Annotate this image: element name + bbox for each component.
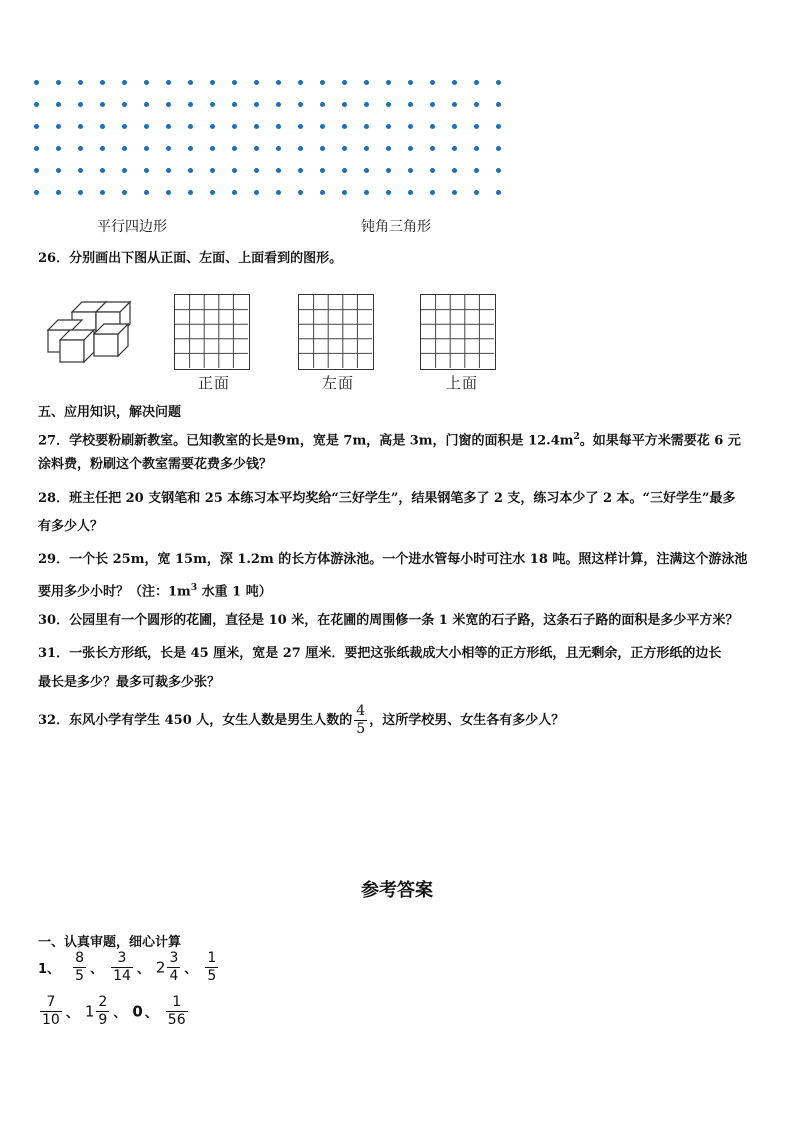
grid-dot <box>364 80 369 85</box>
grid-dot <box>430 80 435 85</box>
grid-dot <box>320 168 325 173</box>
grid-dot <box>122 80 127 85</box>
grid-dot <box>276 102 281 107</box>
grid-dot <box>320 80 325 85</box>
grid-dot <box>320 124 325 129</box>
grid-dot <box>276 190 281 195</box>
grid-dot <box>298 146 303 151</box>
grid-dot <box>78 102 83 107</box>
grid-dot <box>452 168 457 173</box>
grid-dot <box>166 102 171 107</box>
grid-dot <box>166 146 171 151</box>
fraction: $\frac{4}{5}$ <box>356 703 366 737</box>
grid-dot <box>122 146 127 151</box>
answer-fraction <box>96 994 109 1029</box>
grid-dot <box>386 102 391 107</box>
denominator: 56 <box>167 1012 186 1028</box>
grid-dot <box>342 80 347 85</box>
grid-dot <box>78 146 83 151</box>
grid-dot <box>232 146 237 151</box>
grid-dot <box>408 168 413 173</box>
grid-dot <box>144 190 149 195</box>
grid-dot <box>408 124 413 129</box>
grid-dot <box>166 80 171 85</box>
grid-dot <box>386 146 391 151</box>
grid-dot <box>34 168 39 173</box>
grid-dot <box>34 80 39 85</box>
grid-dot <box>364 146 369 151</box>
separator: 、 <box>113 1006 127 1021</box>
grid-dot <box>276 124 281 129</box>
grid-dot <box>298 102 303 107</box>
grid-dot <box>144 124 149 129</box>
grid-dot <box>232 124 237 129</box>
answer-fraction <box>166 994 188 1029</box>
grid-dot <box>78 124 83 129</box>
grid-dot <box>496 146 501 151</box>
grid-dot <box>122 102 127 107</box>
grid-dot <box>122 124 127 129</box>
grid-dot <box>298 124 303 129</box>
question-32: 32．东风小学有学生 450 人，女生人数是男生人数的 $\frac{4}{5}$ ，这所学校男、女生各有多少人？ <box>38 703 565 737</box>
answer-1-label: 1、 <box>38 962 61 977</box>
grid-dot <box>342 146 347 151</box>
grid-dot <box>188 168 193 173</box>
grid-dot <box>254 124 259 129</box>
grid-dot <box>430 168 435 173</box>
dot-grid <box>34 80 514 205</box>
grid-dot <box>474 168 479 173</box>
numerator: 8 <box>75 950 85 966</box>
grid-dot <box>56 146 61 151</box>
grid-dot <box>56 168 61 173</box>
grid-dot <box>78 190 83 195</box>
grid-dot <box>210 102 215 107</box>
grid-dot <box>34 124 39 129</box>
grid-dot <box>496 124 501 129</box>
grid-dot <box>144 102 149 107</box>
grid-dot <box>144 146 149 151</box>
grid-dot <box>474 124 479 129</box>
grid-dot <box>386 190 391 195</box>
grid-dot <box>408 190 413 195</box>
grid-dot <box>210 124 215 129</box>
grid-dot <box>342 168 347 173</box>
answer-fraction <box>205 950 218 985</box>
top-view-grid <box>420 294 496 370</box>
denominator: 5 <box>75 968 85 984</box>
cube-stack-figure <box>42 290 152 370</box>
grid-dot <box>254 168 259 173</box>
grid-dot <box>166 190 171 195</box>
grid-dot <box>298 168 303 173</box>
numerator: 2 <box>98 994 108 1010</box>
answer-1-row1 <box>38 950 220 985</box>
question-31-line1: 31．一张长方形纸，长是 45 厘米，宽是 27 厘米．要把这张纸裁成大小相等的正方形纸，且无剩余，正方形纸的边长 <box>38 646 722 661</box>
grid-dot <box>210 168 215 173</box>
numerator: 1 <box>207 950 217 966</box>
mixed-whole-part: 2 <box>155 958 166 977</box>
grid-dot <box>364 168 369 173</box>
grid-dot <box>188 80 193 85</box>
grid-dot <box>430 146 435 151</box>
grid-dot <box>386 80 391 85</box>
grid-dot <box>144 168 149 173</box>
numerator: 3 <box>117 950 127 966</box>
answer-value: 0 <box>132 1002 143 1021</box>
grid-dot <box>430 190 435 195</box>
question-31-line2: 最长是多少？最多可裁多少张？ <box>38 675 221 690</box>
grid-dot <box>474 80 479 85</box>
grid-dot <box>496 190 501 195</box>
grid-dot <box>386 168 391 173</box>
grid-dot <box>210 146 215 151</box>
grid-dot <box>188 102 193 107</box>
grid-dot <box>34 146 39 151</box>
grid-dot <box>452 102 457 107</box>
grid-dot <box>166 124 171 129</box>
numerator: 1 <box>172 994 182 1010</box>
grid-dot <box>496 80 501 85</box>
grid-dot <box>474 102 479 107</box>
question-27-line1: 27．学校要粉刷新教室。已知教室的长是9m，宽是 7m，高是 3m，门窗的面积是 $12.4m^2$。如果每平方米需要花 6 元 <box>38 432 741 449</box>
answer-fraction <box>167 950 180 985</box>
denominator: 10 <box>42 1012 60 1028</box>
grid-dot <box>210 80 215 85</box>
grid-dot <box>452 146 457 151</box>
grid-dot <box>232 190 237 195</box>
grid-dot <box>342 102 347 107</box>
separator: 、 <box>65 1006 79 1021</box>
grid-dot <box>364 102 369 107</box>
grid-dot <box>166 168 171 173</box>
grid-dot <box>474 146 479 151</box>
grid-dot <box>78 80 83 85</box>
grid-dot <box>100 102 105 107</box>
grid-dot <box>254 146 259 151</box>
top-view-label: 上面 <box>446 374 479 392</box>
grid-dot <box>122 190 127 195</box>
grid-dot <box>320 102 325 107</box>
grid-dot <box>188 124 193 129</box>
grid-dot <box>298 80 303 85</box>
grid-dot <box>474 190 479 195</box>
answer-fraction <box>111 950 133 985</box>
section-5-heading: 五、应用知识，解决问题 <box>38 405 182 420</box>
grid-dot <box>452 124 457 129</box>
grid-dot <box>452 190 457 195</box>
denominator: 5 <box>207 968 217 984</box>
separator: 、 <box>136 962 150 977</box>
grid-dot <box>276 146 281 151</box>
grid-dot <box>496 168 501 173</box>
grid-dot <box>56 102 61 107</box>
grid-dot <box>254 190 259 195</box>
grid-dot <box>34 102 39 107</box>
grid-dot <box>188 146 193 151</box>
grid-dot <box>364 190 369 195</box>
grid-dot <box>342 190 347 195</box>
grid-dot <box>232 80 237 85</box>
grid-dot <box>100 146 105 151</box>
grid-dot <box>56 80 61 85</box>
grid-dot <box>78 168 83 173</box>
answer-section-1-heading: 一、认真审题，细心计算 <box>38 935 182 950</box>
grid-dot <box>342 124 347 129</box>
left-view-grid <box>298 294 374 370</box>
front-view-grid <box>174 294 250 370</box>
question-30: 30．公园里有一个圆形的花圃，直径是 10 米，在花圃的周围修一条 1 米宽的石子路，这条石子路的面积是多少平方米？ <box>38 613 739 628</box>
grid-dot <box>320 190 325 195</box>
question-26: 26．分别画出下图从正面、左面、上面看到的图形。 <box>38 251 343 266</box>
grid-dot <box>100 190 105 195</box>
answer-fraction <box>40 994 62 1029</box>
grid-dot <box>254 80 259 85</box>
grid-dot <box>298 190 303 195</box>
grid-dot <box>56 124 61 129</box>
question-29-line1: 29．一个长 25m，宽 15m，深 1.2m 的长方体游泳池。一个进水管每小时可注水 18 吨。照这样计算，注满这个游泳池 <box>38 552 748 567</box>
question-29-line2: 要用多少小时？（注：$1m^3$ 水重 1 吨） <box>38 583 272 600</box>
grid-dot <box>254 102 259 107</box>
denominator: 9 <box>98 1012 108 1028</box>
left-view-label: 左面 <box>322 374 355 392</box>
answer-fraction <box>73 950 86 985</box>
grid-dot <box>496 102 501 107</box>
grid-dot <box>232 168 237 173</box>
grid-dot <box>122 168 127 173</box>
grid-dot <box>276 80 281 85</box>
grid-dot <box>100 124 105 129</box>
obtuse-triangle-label: 钝角三角形 <box>361 219 431 235</box>
grid-dot <box>34 190 39 195</box>
question-27-line2: 涂料费，粉刷这个教室需要花费多少钱？ <box>38 457 273 472</box>
parallelogram-label: 平行四边形 <box>97 219 167 235</box>
grid-dot <box>276 168 281 173</box>
answer-1-row2 <box>38 994 190 1029</box>
numerator: 7 <box>46 994 56 1010</box>
grid-dot <box>386 124 391 129</box>
answer-key-title: 参考答案 <box>361 880 433 901</box>
grid-dot <box>144 80 149 85</box>
grid-dot <box>408 146 413 151</box>
separator: 、 <box>184 962 198 977</box>
numerator: 3 <box>169 950 179 966</box>
separator: 、 <box>144 1006 158 1021</box>
separator: 、 <box>90 962 104 977</box>
question-28-line2: 有多少人？ <box>38 519 104 534</box>
front-view-label: 正面 <box>198 374 231 392</box>
grid-dot <box>452 80 457 85</box>
mixed-whole-part: 1 <box>84 1002 95 1021</box>
question-28-line1: 28．班主任把 20 支钢笔和 25 本练习本平均奖给“三好学生”，结果钢笔多了 2 支，练习本少了 2 本。“三好学生”最多 <box>38 491 736 506</box>
grid-dot <box>100 168 105 173</box>
denominator: 14 <box>113 968 131 984</box>
grid-dot <box>364 124 369 129</box>
grid-dot <box>100 80 105 85</box>
grid-dot <box>320 146 325 151</box>
grid-dot <box>232 102 237 107</box>
grid-dot <box>430 124 435 129</box>
grid-dot <box>408 80 413 85</box>
grid-dot <box>430 102 435 107</box>
denominator: 4 <box>169 968 179 984</box>
grid-dot <box>188 190 193 195</box>
grid-dot <box>210 190 215 195</box>
grid-dot <box>408 102 413 107</box>
grid-dot <box>56 190 61 195</box>
